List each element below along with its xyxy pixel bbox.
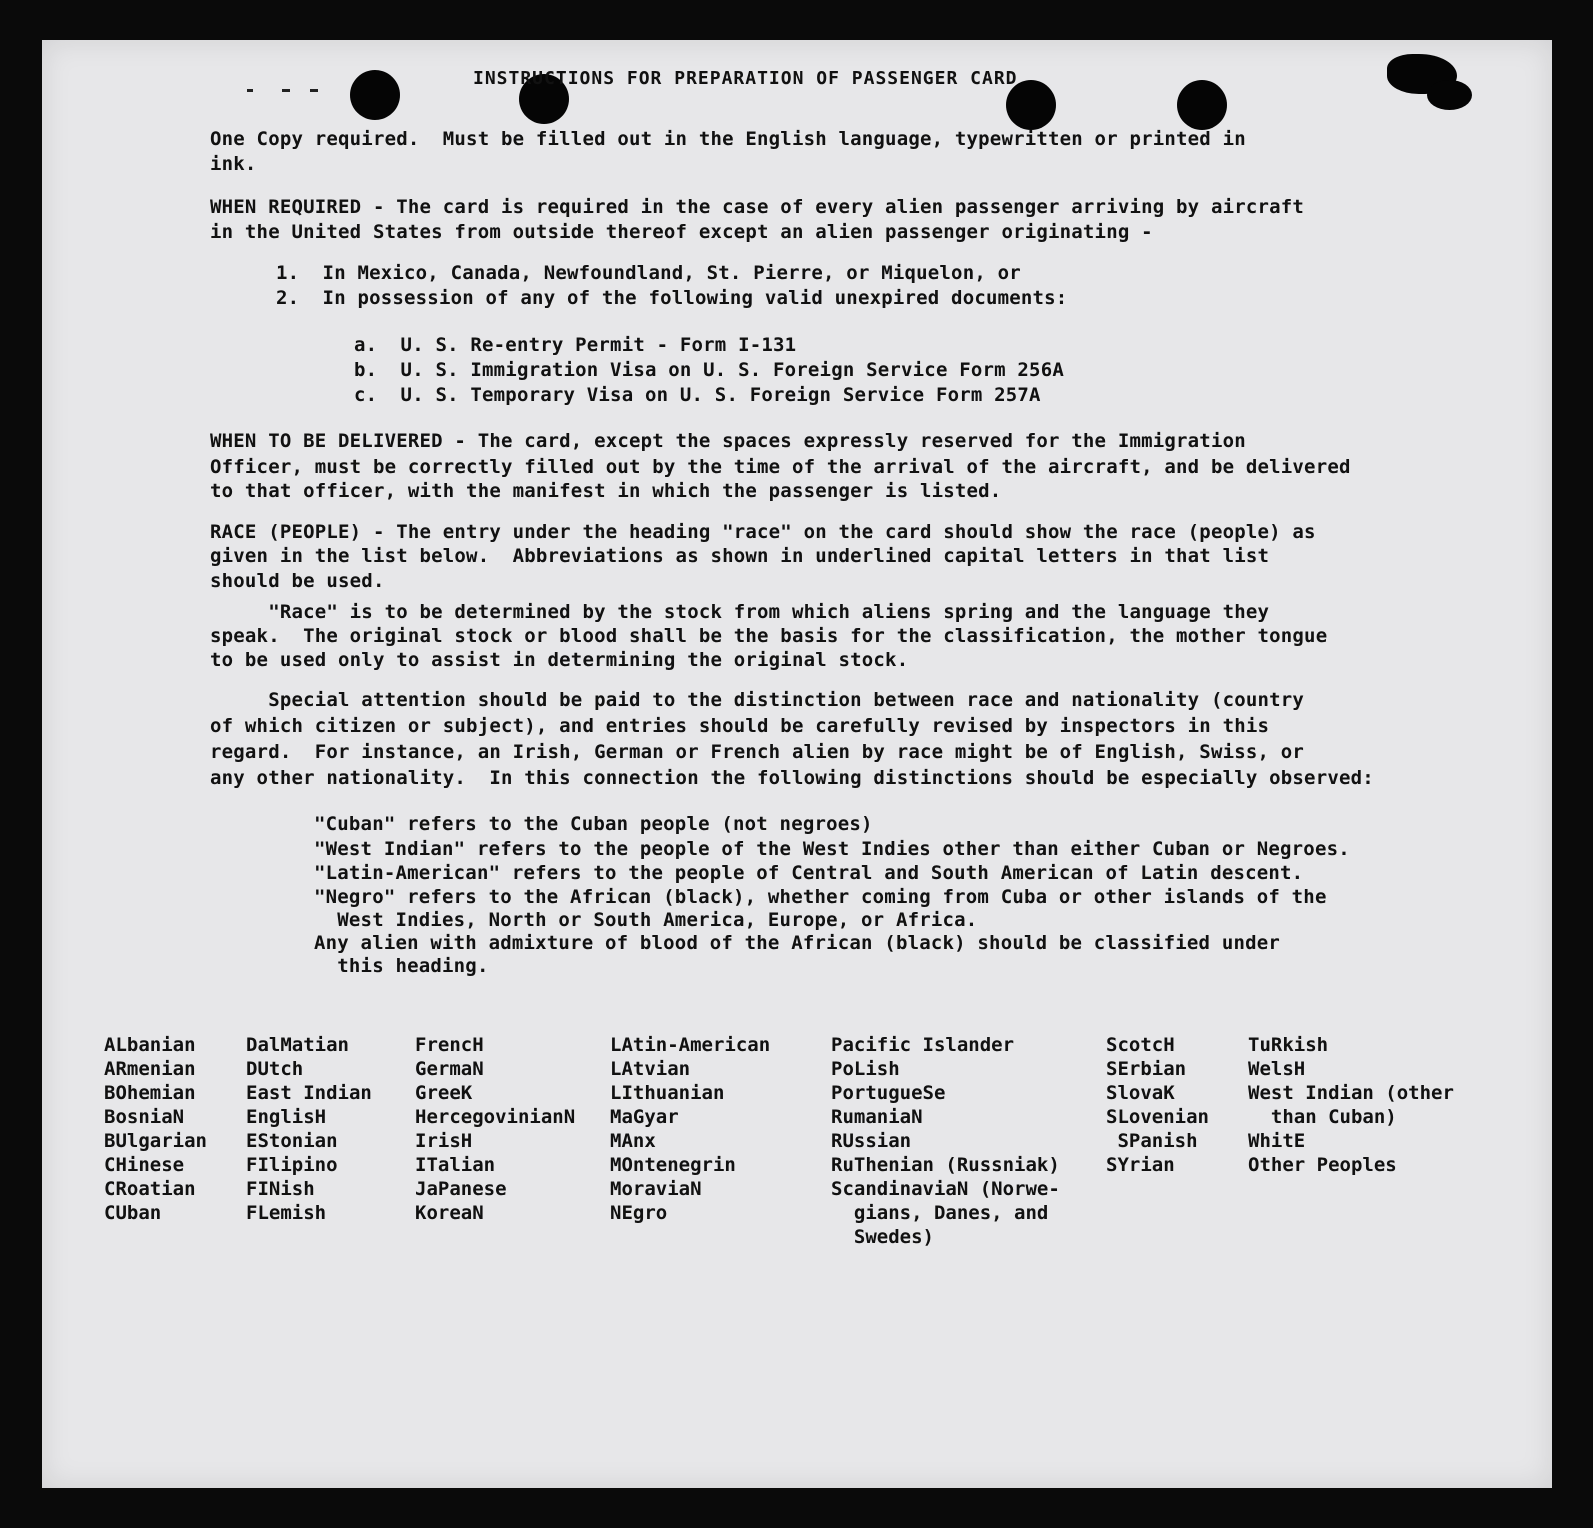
race-entry: GreeK <box>415 1082 473 1104</box>
edge-mark <box>282 89 290 92</box>
race-entry: ITalian <box>415 1154 496 1176</box>
race-entry: SPanish <box>1106 1130 1198 1152</box>
document-title: INSTRUCTIONS FOR PREPARATION OF PASSENGER CARD <box>473 68 1018 89</box>
race-entry: CRoatian <box>104 1178 196 1200</box>
race-entry: IrisH <box>415 1130 473 1152</box>
race-determined-line: speak. The original stock or blood shall be the basis for the classification, the mother tongue <box>210 625 1328 647</box>
race-entry: Pacific Islander <box>831 1034 1015 1056</box>
race-entry: FINish <box>246 1178 315 1200</box>
numbered-item: 2. In possession of any of the following valid unexpired documents: <box>276 287 1068 309</box>
when-delivered-line: WHEN TO BE DELIVERED - The card, except the spaces expressly reserved for the Immigration <box>210 430 1246 452</box>
special-attention-line: Special attention should be paid to the distinction between race and nationality (country <box>210 689 1305 711</box>
race-entry: MaGyar <box>610 1106 679 1128</box>
distinction-line: "Negro" refers to the African (black), whether coming from Cuba or other islands of the <box>314 886 1327 908</box>
race-entry: CUban <box>104 1202 162 1224</box>
race-people-line: should be used. <box>210 570 385 592</box>
lettered-item: a. U. S. Re-entry Permit - Form I-131 <box>354 334 797 356</box>
race-entry: RuThenian (Russniak) <box>831 1154 1060 1176</box>
race-entry: SErbian <box>1106 1058 1187 1080</box>
race-entry: PortugueSe <box>831 1082 946 1104</box>
race-entry: LIthuanian <box>610 1082 725 1104</box>
race-entry: ScotcH <box>1106 1034 1175 1056</box>
race-entry: HercegovinianN <box>415 1106 576 1128</box>
race-entry: KoreaN <box>415 1202 484 1224</box>
distinction-line: "Latin-American" refers to the people of Central and South American of Latin descent. <box>314 862 1304 884</box>
race-entry: ARmenian <box>104 1058 196 1080</box>
race-entry: than Cuban) <box>1248 1106 1397 1128</box>
race-entry: EStonian <box>246 1130 338 1152</box>
race-entry: ScandinaviaN (Norwe- <box>831 1178 1060 1200</box>
race-entry: LAtin-American <box>610 1034 771 1056</box>
when-delivered-line: Officer, must be correctly filled out by the time of the arrival of the aircraft, and be delivered <box>210 456 1351 478</box>
race-entry: Other Peoples <box>1248 1154 1397 1176</box>
race-entry: PoLish <box>831 1058 900 1080</box>
race-entry: TuRkish <box>1248 1034 1329 1056</box>
race-entry: JaPanese <box>415 1178 507 1200</box>
race-entry: FLemish <box>246 1202 327 1224</box>
race-entry: SYrian <box>1106 1154 1175 1176</box>
edge-mark <box>310 89 318 92</box>
numbered-item: 1. In Mexico, Canada, Newfoundland, St. Pierre, or Miquelon, or <box>276 262 1021 284</box>
race-people-line: RACE (PEOPLE) - The entry under the heading "race" on the card should show the race (people) as <box>210 521 1316 543</box>
distinction-line: "Cuban" refers to the Cuban people (not negroes) <box>314 813 873 835</box>
race-entry: EnglisH <box>246 1106 327 1128</box>
race-entry: RUssian <box>831 1130 912 1152</box>
lettered-item: b. U. S. Immigration Visa on U. S. Foreign Service Form 256A <box>354 359 1064 381</box>
edge-mark <box>247 89 253 92</box>
race-entry: BUlgarian <box>104 1130 207 1152</box>
race-entry: East Indian <box>246 1082 372 1104</box>
race-entry: MAnx <box>610 1130 656 1152</box>
race-entry: DalMatian <box>246 1034 349 1056</box>
race-entry: WelsH <box>1248 1058 1306 1080</box>
race-entry: ALbanian <box>104 1034 196 1056</box>
race-entry: GermaN <box>415 1058 484 1080</box>
race-entry: SlovaK <box>1106 1082 1175 1104</box>
distinction-line: West Indies, North or South America, Europe, or Africa. <box>314 909 978 931</box>
punch-hole <box>350 70 400 120</box>
intro-line: ink. <box>210 153 257 175</box>
intro-line: One Copy required. Must be filled out in the English language, typewritten or printed in <box>210 128 1246 150</box>
race-entry: CHinese <box>104 1154 185 1176</box>
torn-corner-blot <box>1427 80 1472 110</box>
distinction-line: "West Indian" refers to the people of the West Indies other than either Cuban or Negroes. <box>314 838 1350 860</box>
race-people-line: given in the list below. Abbreviations as shown in underlined capital letters in that list <box>210 545 1270 567</box>
special-attention-line: any other nationality. In this connection the following distinctions should be especially observed: <box>210 767 1374 789</box>
race-entry: DUtch <box>246 1058 304 1080</box>
race-entry: FrencH <box>415 1034 484 1056</box>
special-attention-line: of which citizen or subject), and entries should be carefully revised by inspectors in this <box>210 715 1270 737</box>
lettered-item: c. U. S. Temporary Visa on U. S. Foreign Service Form 257A <box>354 384 1041 406</box>
race-entry: FIlipino <box>246 1154 338 1176</box>
when-required-line: WHEN REQUIRED - The card is required in the case of every alien passenger arriving by aircraft <box>210 196 1305 218</box>
distinction-line: this heading. <box>314 955 489 977</box>
race-entry: RumaniaN <box>831 1106 923 1128</box>
race-entry: WhitE <box>1248 1130 1306 1152</box>
punch-hole <box>1177 80 1227 130</box>
race-entry: NEgro <box>610 1202 668 1224</box>
when-required-line: in the United States from outside thereof except an alien passenger originating - <box>210 221 1153 243</box>
race-entry: BOhemian <box>104 1082 196 1104</box>
race-entry: Swedes) <box>831 1226 934 1248</box>
race-entry: LAtvian <box>610 1058 691 1080</box>
when-delivered-line: to that officer, with the manifest in which the passenger is listed. <box>210 480 1002 502</box>
race-determined-line: to be used only to assist in determining the original stock. <box>210 649 909 671</box>
race-entry: West Indian (other <box>1248 1082 1454 1104</box>
race-determined-line: "Race" is to be determined by the stock from which aliens spring and the language they <box>210 601 1270 623</box>
distinction-line: Any alien with admixture of blood of the African (black) should be classified under <box>314 932 1281 954</box>
race-entry: MoraviaN <box>610 1178 702 1200</box>
race-entry: BosniaN <box>104 1106 185 1128</box>
race-entry: MOntenegrin <box>610 1154 736 1176</box>
race-entry: gians, Danes, and <box>831 1202 1049 1224</box>
race-entry: SLovenian <box>1106 1106 1209 1128</box>
special-attention-line: regard. For instance, an Irish, German or French alien by race might be of English, Swiss, or <box>210 741 1305 763</box>
